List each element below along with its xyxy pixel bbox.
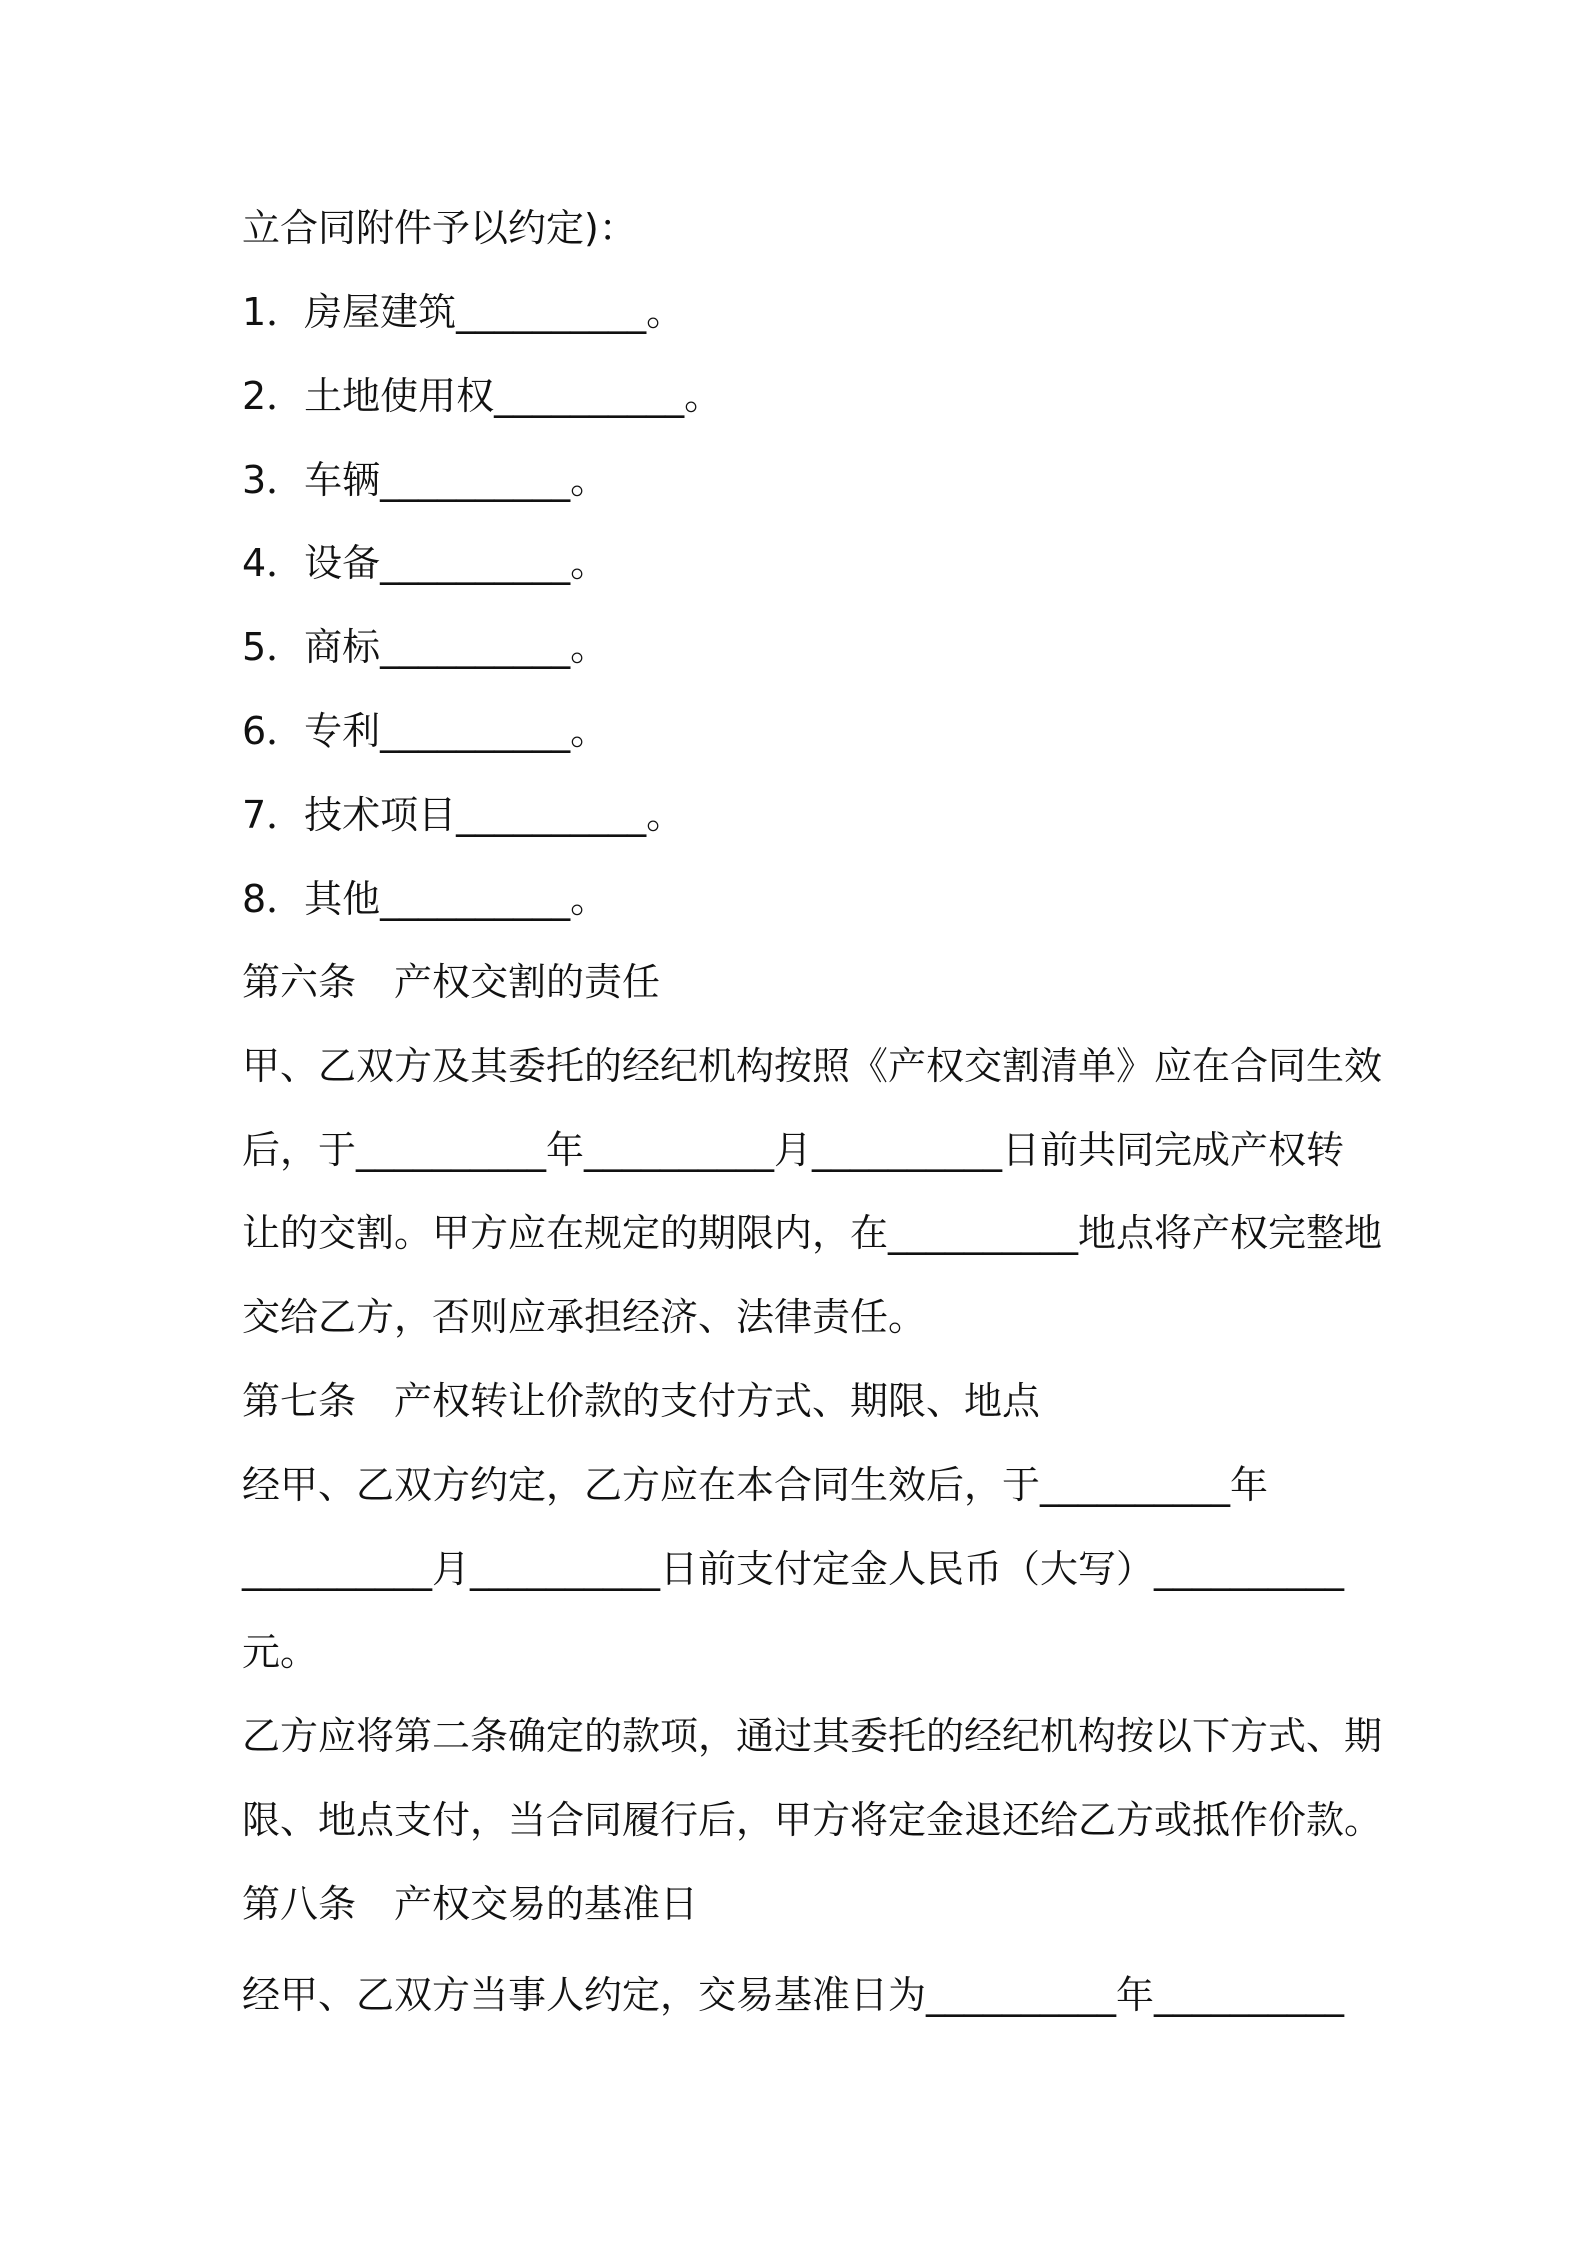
article-6-heading: 第六条 产权交割的责任	[242, 960, 661, 1004]
article-7-text-line-2: __________月__________日前支付定金人民币（大写）__________	[242, 1547, 1345, 1591]
article-6-text-line-2: 后，于__________年__________月__________日前共同完成产权转	[242, 1128, 1345, 1172]
article-8-heading: 第八条 产权交易的基准日	[242, 1882, 699, 1926]
article-7-heading: 第七条 产权转让价款的支付方式、期限、地点	[242, 1379, 1041, 1423]
list-item-equipment: 4．设备__________。	[242, 541, 609, 585]
article-6-text-line-1: 甲、乙双方及其委托的经纪机构按照《产权交割清单》应在合同生效	[242, 1044, 1383, 1088]
article-6-text-line-4: 交给乙方，否则应承担经济、法律责任。	[242, 1295, 927, 1339]
list-item-land-use-right: 2．土地使用权__________。	[242, 374, 723, 418]
article-7-text-line-1: 经甲、乙双方约定，乙方应在本合同生效后，于__________年	[242, 1463, 1269, 1507]
list-item-patent: 6．专利__________。	[242, 709, 609, 753]
list-item-vehicles: 3．车辆__________。	[242, 458, 609, 502]
text-line-attachment-intro: 立合同附件予以约定)：	[242, 206, 637, 250]
article-8-text-line-1: 经甲、乙双方当事人约定，交易基准日为__________年__________	[242, 1973, 1345, 2017]
article-7-text-line-5: 限、地点支付，当合同履行后，甲方将定金退还给乙方或抵作价款。	[242, 1798, 1383, 1842]
article-7-text-line-4: 乙方应将第二条确定的款项，通过其委托的经纪机构按以下方式、期	[242, 1714, 1383, 1758]
article-6-text-line-3: 让的交割。甲方应在规定的期限内，在__________地点将产权完整地	[242, 1211, 1383, 1255]
list-item-building: 1．房屋建筑__________。	[242, 290, 685, 334]
article-7-text-line-3: 元。	[242, 1630, 319, 1674]
list-item-trademark: 5．商标__________。	[242, 625, 609, 669]
list-item-technology-project: 7．技术项目__________。	[242, 793, 685, 837]
list-item-other: 8．其他__________。	[242, 877, 609, 921]
